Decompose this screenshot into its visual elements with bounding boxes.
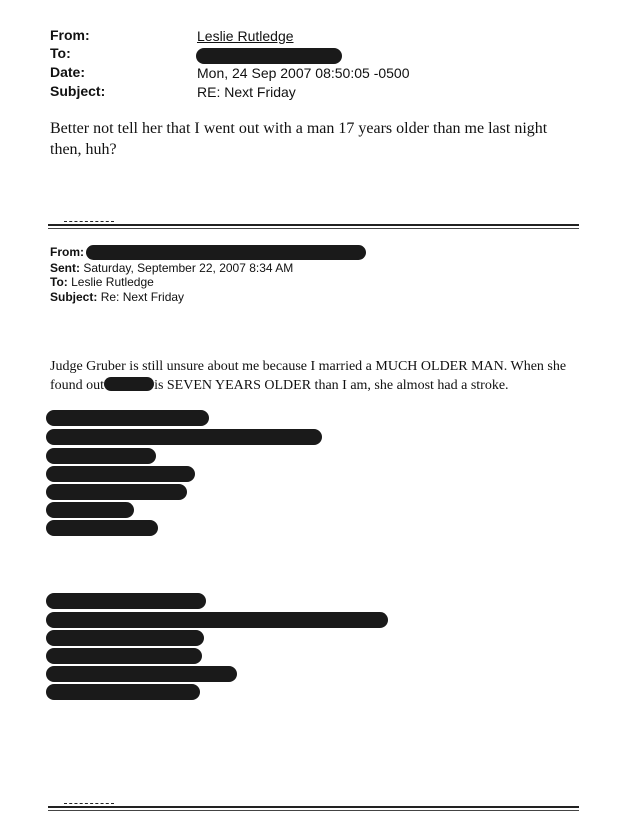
fwd-to-line <box>50 275 154 290</box>
divider <box>48 224 579 229</box>
redaction-bar <box>46 466 195 482</box>
fwd-from-label: From: <box>50 245 84 259</box>
divider-dash <box>64 221 114 222</box>
forwarded-body-part2: is SEVEN YEARS OLDER than I am, she almost had a stroke. <box>154 378 509 393</box>
redaction-bar <box>46 484 187 500</box>
redaction-bar <box>46 520 158 536</box>
fwd-sent-value: Saturday, September 22, 2007 8:34 AM <box>83 261 294 275</box>
divider-dash <box>64 803 114 804</box>
from-value[interactable]: Leslie Rutledge <box>197 28 294 44</box>
fwd-to-value: Leslie Rutledge <box>71 275 154 289</box>
forwarded-body-part1: Judge Gruber is still unsure about me because I married a MUCH OLDER MAN. When she found out <box>50 359 567 393</box>
redaction-bar <box>46 684 200 700</box>
redaction-bar <box>46 410 209 426</box>
fwd-sent-line <box>50 261 293 276</box>
from-label: From: <box>50 27 90 43</box>
redaction-bar <box>46 666 237 682</box>
redaction-bar <box>46 448 156 464</box>
redaction-bar <box>46 630 204 646</box>
redaction-bar <box>46 429 322 445</box>
date-label: Date: <box>50 64 86 80</box>
fwd-subject-value: Re: Next Friday <box>100 290 185 304</box>
fwd-sent-label: Sent: <box>50 261 80 275</box>
redaction-bar <box>46 648 202 664</box>
divider <box>48 806 579 811</box>
redacted-recipient <box>196 48 342 64</box>
reply-body: Better not tell her that I went out with a man 17 years older than me last night then, huh? <box>50 120 548 158</box>
subject-value: RE: Next Friday <box>197 84 296 100</box>
fwd-from-line <box>50 245 84 260</box>
fwd-subject-line <box>50 290 184 305</box>
date-value: Mon, 24 Sep 2007 08:50:05 -0500 <box>197 65 410 81</box>
redaction-bar <box>46 593 206 609</box>
redaction-bar <box>46 502 134 518</box>
redacted-sender <box>86 245 366 260</box>
redacted-name <box>104 377 154 391</box>
subject-label: Subject: <box>50 83 106 99</box>
forwarded-body <box>50 357 580 395</box>
fwd-to-label: To: <box>50 275 68 289</box>
to-label: To: <box>50 45 71 61</box>
redaction-bar <box>46 612 388 628</box>
fwd-subject-label: Subject: <box>50 290 98 304</box>
